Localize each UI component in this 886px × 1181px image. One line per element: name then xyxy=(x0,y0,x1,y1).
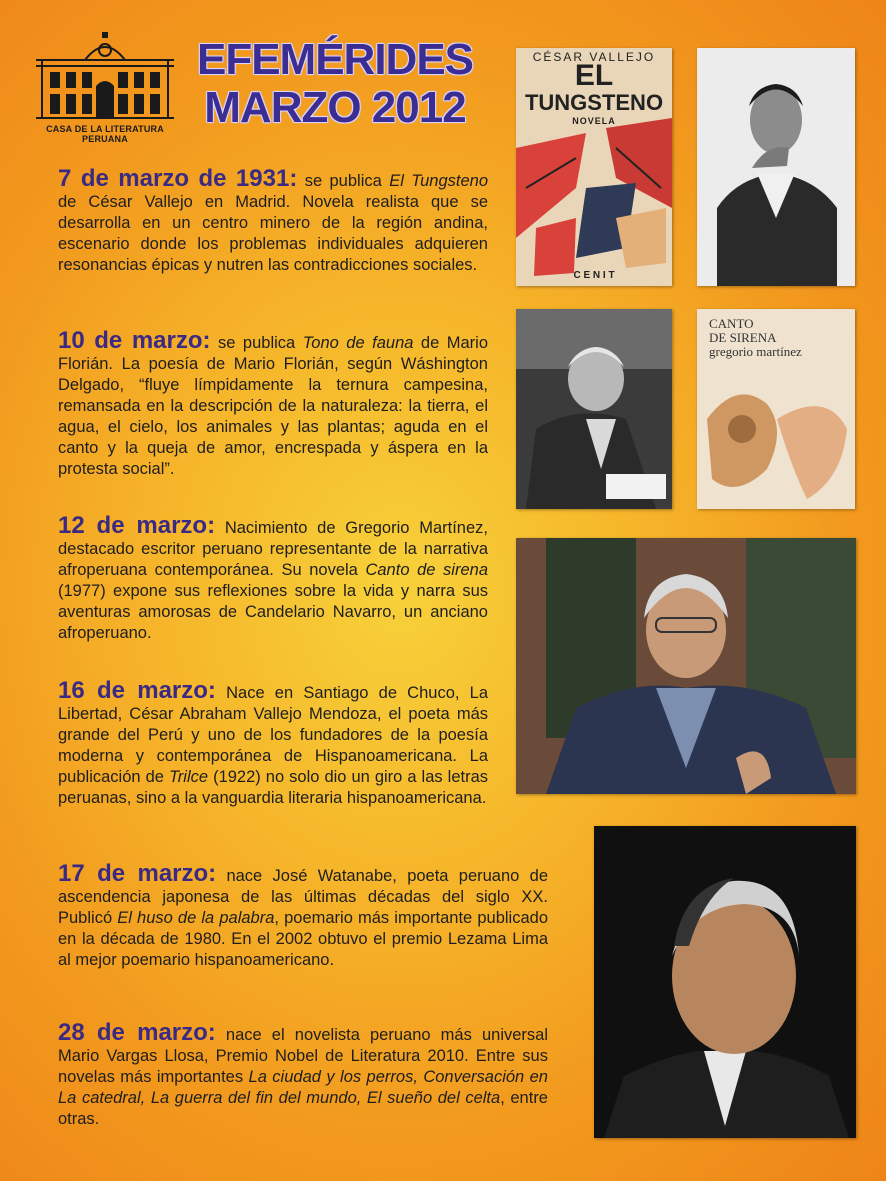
cover-author: gregorio martínez xyxy=(709,344,802,359)
cover-title-line-2: TUNGSTENO xyxy=(524,90,664,115)
entry-17-march xyxy=(58,860,548,971)
entry-book-title: Canto de sirena xyxy=(365,561,489,579)
entry-text: Nacimiento de Gregorio Martínez, destacado escritor peruano representante de la narrativa afroperuana contemporánea. Su novela xyxy=(58,519,488,579)
entry-text: se publica xyxy=(210,334,303,352)
entry-date: 12 de marzo: xyxy=(58,512,216,539)
cover-author: CÉSAR VALLEJO xyxy=(532,50,656,64)
page-title xyxy=(190,36,480,132)
building-facade-icon xyxy=(30,30,180,122)
entry-book-title: El Tungsteno xyxy=(389,172,488,190)
entry-book-title: Tono de fauna xyxy=(302,334,414,352)
person-silhouette-icon xyxy=(697,48,855,286)
entry-book-title: La ciudad y los perros, Conversación en La catedral, La guerra del fin del mundo, El sueño del celta xyxy=(58,1068,548,1107)
logo xyxy=(30,30,180,144)
entry-text: , poemario más importante publicado en la década de 1980. En el 2002 obtuvo el premio Lezama Lima al mejor poemario hispanoamericano. xyxy=(58,909,548,969)
entry-7-march xyxy=(58,165,488,276)
entry-text: , entre otras. xyxy=(58,1089,548,1128)
cover-title-line-1: CANTO xyxy=(709,316,754,331)
entry-text: de Mario Florián. La poesía de Mario Florián, según Wáshington Delgado, “fluye límpidamente la ternura campesina, remansada en la descripción de la naturaleza: la tierra, el agua, el cielo, los animales y las plantas; aguda en el canto y la queja de amor, encrespada y áspera en la protesta social”. xyxy=(58,334,489,478)
logo-caption: CASA DE LA LITERATURA PERUANA xyxy=(46,124,164,144)
entry-book-title: El huso de la palabra xyxy=(117,909,275,927)
entry-date: 16 de marzo: xyxy=(58,677,216,704)
cover-subtitle: NOVELA xyxy=(572,116,616,126)
entry-10-march xyxy=(58,327,489,480)
person-silhouette-icon xyxy=(594,826,856,1138)
portrait-cesar-vallejo xyxy=(697,48,855,286)
cover-art xyxy=(697,309,855,509)
portrait-mario-vargas-llosa xyxy=(594,826,856,1138)
entry-text: (1922) no solo dio un giro a las letras peruanas, sino a la vanguardia literaria hispanoamericana. xyxy=(58,768,489,807)
entry-date: 7 de marzo de 1931: xyxy=(58,165,298,192)
entry-text: (1977) expone sus reflexiones sobre la vida y narra sus aventuras amorosas de Candelario Navarro, un anciano afroperuano. xyxy=(58,582,488,642)
portrait-gregorio-martinez xyxy=(516,538,856,794)
person-silhouette-icon xyxy=(516,538,856,794)
entry-date: 10 de marzo: xyxy=(58,327,211,354)
entry-book-title: Trilce xyxy=(168,768,209,786)
cover-footer: C E N I T xyxy=(573,270,615,281)
entry-text: nace el novelista peruano más universal Mario Vargas Llosa, Premio Nobel de Literatura 2010. Entre sus novelas más importantes xyxy=(58,1026,549,1086)
person-silhouette-icon xyxy=(516,309,672,509)
portrait-mario-florian xyxy=(516,309,672,509)
entry-date: 28 de marzo: xyxy=(58,1019,216,1046)
cover-title-line-1: EL xyxy=(574,59,614,92)
entry-text: de César Vallejo en Madrid. Novela realista que se desarrolla en un centro minero de la región andina, escenario donde los problemas individuales adquieren resonancias épicas y nutren las contradicciones sociales. xyxy=(58,193,488,274)
title-line-1: EFEMÉRIDES xyxy=(196,35,474,84)
entry-28-march xyxy=(58,1019,549,1130)
entry-text: se publica xyxy=(297,172,390,190)
cover-canto-de-sirena xyxy=(697,309,855,509)
title-line-2: MARZO 2012 xyxy=(204,83,466,132)
entry-text: Nace en Santiago de Chuco, La Libertad, César Abraham Vallejo Mendoza, el poeta más grande del Perú y uno de los fundadores de la poesía moderna y contemporánea de Hispanoamericana. La publicación de xyxy=(58,684,488,786)
cover-art xyxy=(516,48,672,286)
entry-date: 17 de marzo: xyxy=(58,860,217,887)
entry-16-march xyxy=(58,677,489,809)
entry-text: nace José Watanabe, poeta peruano de ascendencia japonesa de las últimas décadas del siglo XX. Publicó xyxy=(58,867,548,927)
cover-el-tungsteno xyxy=(516,48,672,286)
cover-title-line-2: DE SIRENA xyxy=(709,330,777,345)
entry-12-march xyxy=(58,512,489,644)
